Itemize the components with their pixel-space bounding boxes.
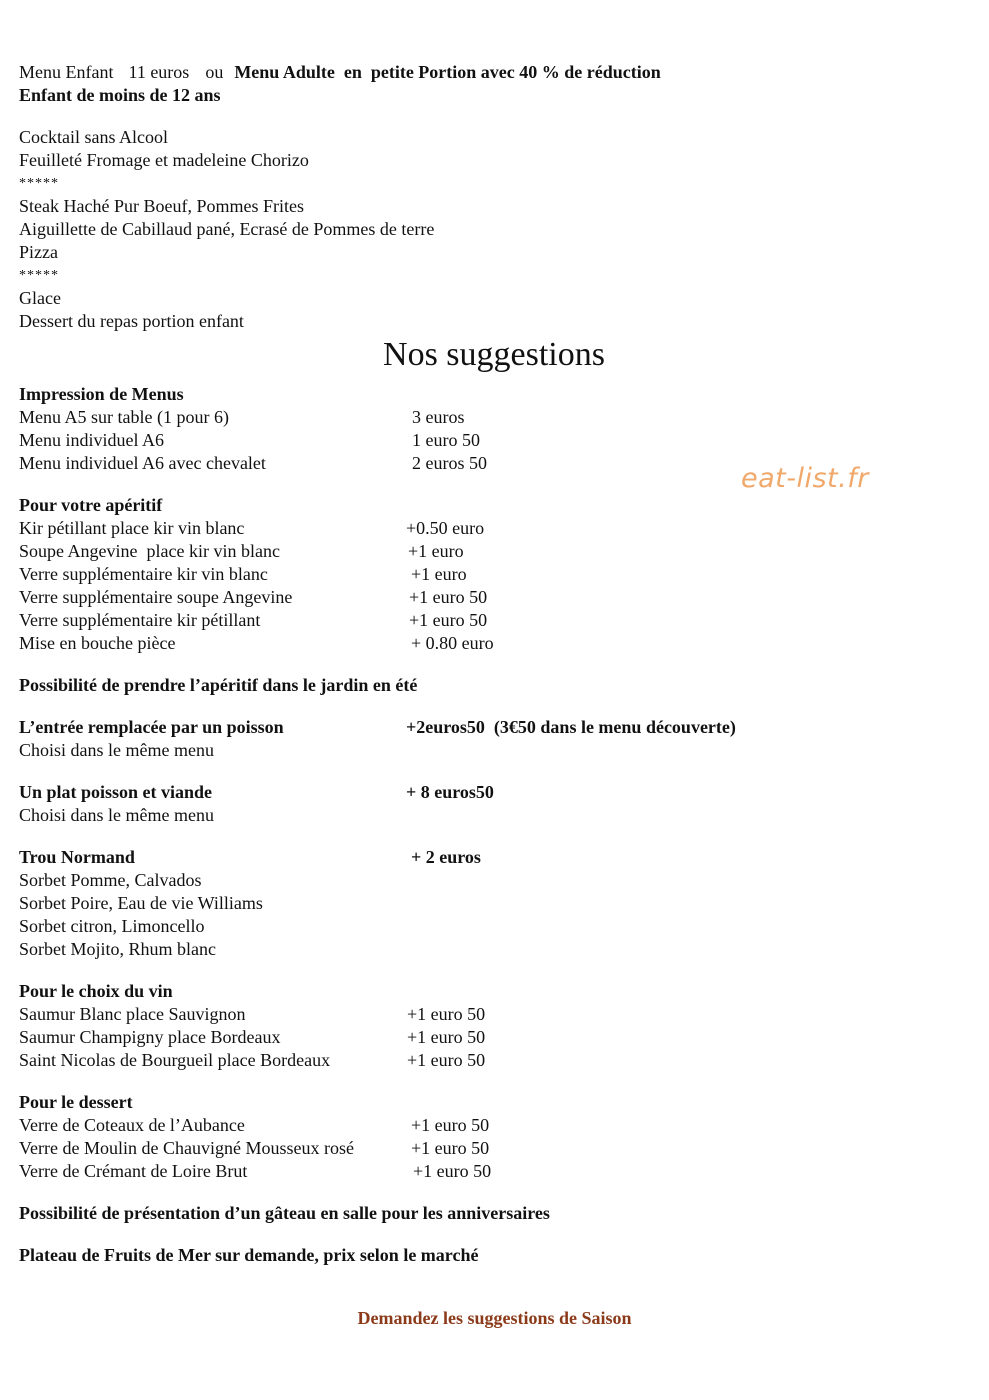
entree-poisson-note: Choisi dans le même menu (19, 740, 214, 760)
vin-heading: Pour le choix du vin (19, 981, 173, 1001)
item-label: Verre de Moulin de Chauvigné Mousseux rosé (19, 1138, 354, 1158)
item-price: 2 euros 50 (412, 453, 487, 473)
item-price: +1 euro 50 (409, 610, 488, 630)
vin-item (19, 1026, 969, 1049)
item-label: Verre supplémentaire kir vin blanc (19, 564, 268, 584)
dessert-item (19, 1137, 969, 1160)
kids-main-item: Pizza (19, 242, 58, 262)
impression-item (19, 406, 969, 429)
item-label: Verre supplémentaire kir pétillant (19, 610, 261, 630)
dessert-item (19, 1160, 969, 1183)
gateau-note: Possibilité de présentation d’un gâteau en salle pour les anniversaires (19, 1203, 550, 1223)
dessert-heading: Pour le dessert (19, 1092, 133, 1112)
menu-enfant-price: 11 euros (128, 62, 190, 82)
aperitif-item (19, 517, 969, 540)
item-price: +0.50 euro (406, 518, 485, 538)
ou-label: ou (205, 62, 224, 82)
item-label: Un plat poisson et viande (19, 782, 213, 802)
separator: ***** (19, 268, 59, 283)
aperitif-item (19, 609, 969, 632)
vin-item (19, 1049, 969, 1072)
item-price: +1 euro 50 (407, 1050, 486, 1070)
kids-age-note: Enfant de moins de 12 ans (19, 85, 221, 105)
page-title: Nos suggestions (383, 336, 605, 373)
item-price: + 2 euros (411, 847, 481, 867)
jardin-note: Possibilité de prendre l’apéritif dans le jardin en été (19, 675, 418, 695)
menu-page (19, 61, 969, 1267)
item-label: Menu individuel A6 (19, 430, 164, 450)
item-label: Soupe Angevine place kir vin blanc (19, 541, 280, 561)
item-label: Menu A5 sur table (1 pour 6) (19, 407, 229, 427)
item-label: Mise en bouche pièce (19, 633, 176, 653)
dessert-item (19, 1114, 969, 1137)
item-price: +1 euro 50 (411, 1115, 490, 1135)
plat-poisson-viande-note: Choisi dans le même menu (19, 805, 214, 825)
kids-main-item: Steak Haché Pur Boeuf, Pommes Frites (19, 196, 304, 216)
item-label: Saumur Champigny place Bordeaux (19, 1027, 281, 1047)
item-label: L’entrée remplacée par un poisson (19, 717, 284, 737)
item-label: Verre de Crémant de Loire Brut (19, 1161, 248, 1181)
item-label: Saint Nicolas de Bourgueil place Bordeaux (19, 1050, 331, 1070)
item-price: +1 euro 50 (413, 1161, 492, 1181)
item-price: + 0.80 euro (411, 633, 494, 653)
watermark-logo: eat-list.fr (741, 463, 869, 494)
separator: ***** (19, 176, 59, 191)
entree-poisson-row (19, 716, 969, 739)
item-price: 3 euros (412, 407, 465, 427)
item-price: +1 euro 50 (411, 1138, 490, 1158)
item-label: Saumur Blanc place Sauvignon (19, 1004, 246, 1024)
item-label: Verre de Coteaux de l’Aubance (19, 1115, 245, 1135)
aperitif-item (19, 540, 969, 563)
kids-dessert-item: Glace (19, 288, 61, 308)
item-price: +1 euro 50 (407, 1004, 486, 1024)
kids-menu-header (19, 61, 969, 84)
plat-poisson-viande-row (19, 781, 969, 804)
impression-item (19, 429, 969, 452)
sorbet-item: Sorbet citron, Limoncello (19, 916, 205, 936)
aperitif-heading: Pour votre apéritif (19, 495, 163, 515)
menu-adulte-label: Menu Adulte en petite Portion avec 40 % de réduction (234, 62, 661, 82)
sorbet-item: Sorbet Pomme, Calvados (19, 870, 202, 890)
vin-item (19, 1003, 969, 1026)
kids-starter-item: Cocktail sans Alcool (19, 127, 168, 147)
aperitif-item (19, 563, 969, 586)
impression-heading: Impression de Menus (19, 384, 184, 404)
trou-normand-row (19, 846, 969, 869)
item-price: +1 euro (408, 541, 464, 561)
aperitif-item (19, 632, 969, 655)
item-price: +1 euro (411, 564, 467, 584)
sorbet-item: Sorbet Mojito, Rhum blanc (19, 939, 216, 959)
item-price: +1 euro 50 (409, 587, 488, 607)
kids-main-item: Aiguillette de Cabillaud pané, Ecrasé de Pommes de terre (19, 219, 435, 239)
item-label: Kir pétillant place kir vin blanc (19, 518, 245, 538)
item-price: 1 euro 50 (412, 430, 480, 450)
trou-normand-heading: Trou Normand (19, 847, 135, 867)
item-price: + 8 euros50 (406, 782, 494, 802)
item-price: +2euros50 (3€50 dans le menu découverte) (406, 717, 736, 737)
sorbet-item: Sorbet Poire, Eau de vie Williams (19, 893, 263, 913)
item-price: +1 euro 50 (407, 1027, 486, 1047)
item-label: Verre supplémentaire soupe Angevine (19, 587, 293, 607)
item-label: Menu individuel A6 avec chevalet (19, 453, 266, 473)
aperitif-item (19, 586, 969, 609)
plateau-note: Plateau de Fruits de Mer sur demande, prix selon le marché (19, 1245, 479, 1265)
menu-enfant-label: Menu Enfant (19, 62, 114, 82)
kids-starter-item: Feuilleté Fromage et madeleine Chorizo (19, 150, 309, 170)
footer-note: Demandez les suggestions de Saison (357, 1308, 632, 1328)
kids-dessert-item: Dessert du repas portion enfant (19, 311, 244, 331)
